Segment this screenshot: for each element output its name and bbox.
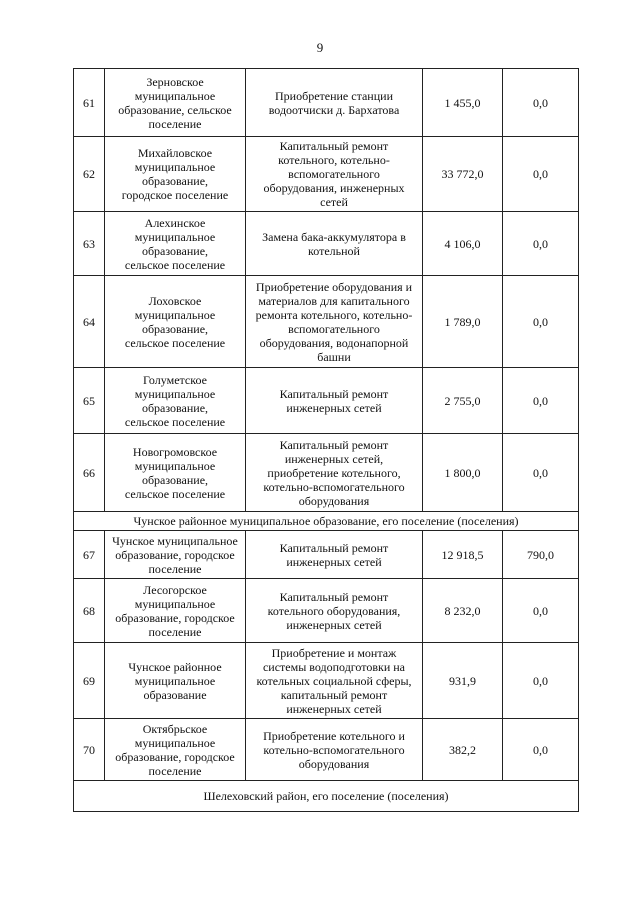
table-row <box>74 719 579 781</box>
table-row <box>74 69 579 137</box>
table-row <box>74 579 579 643</box>
work-description: Приобретение и монтаж системы водоподготовки на котельных социальной сферы, капитальный ремонт инженерных сетей <box>246 643 423 719</box>
municipality-name: Октябрьское муниципальное образование, городское поселение <box>105 719 246 781</box>
amount-second: 0,0 <box>503 434 579 512</box>
amount-second: 790,0 <box>503 531 579 579</box>
work-description: Приобретение котельного и котельно-вспомогательного оборудования <box>246 719 423 781</box>
municipality-name: Новогромовское муниципальное образование, сельское поселение <box>105 434 246 512</box>
amount-total: 12 918,5 <box>423 531 503 579</box>
amount-total: 4 106,0 <box>423 212 503 276</box>
page-number: 9 <box>316 40 324 55</box>
work-description: Приобретение станции водоотчиски д. Бархатова <box>246 69 423 137</box>
amount-second: 0,0 <box>503 579 579 643</box>
section-header-row <box>74 781 579 812</box>
funding-table <box>73 68 579 812</box>
row-number: 70 <box>74 719 105 781</box>
row-number: 66 <box>74 434 105 512</box>
table-row <box>74 434 579 512</box>
municipality-name: Чунское районное муниципальное образование <box>105 643 246 719</box>
row-number: 68 <box>74 579 105 643</box>
section-title: Шелеховский район, его поселение (поселения) <box>74 781 579 812</box>
amount-second: 0,0 <box>503 368 579 434</box>
table-row <box>74 212 579 276</box>
work-description: Капитальный ремонт инженерных сетей, приобретение котельного, котельно-вспомогательного оборудования <box>246 434 423 512</box>
amount-second: 0,0 <box>503 137 579 212</box>
work-description: Замена бака-аккумулятора в котельной <box>246 212 423 276</box>
municipality-name: Алехинское муниципальное образование, сельское поселение <box>105 212 246 276</box>
amount-second: 0,0 <box>503 719 579 781</box>
amount-total: 1 789,0 <box>423 276 503 368</box>
amount-total: 931,9 <box>423 643 503 719</box>
amount-total: 33 772,0 <box>423 137 503 212</box>
work-description: Капитальный ремонт котельного, котельно- вспомогательного оборудования, инженерных сетей <box>246 137 423 212</box>
work-description: Приобретение оборудования и материалов для капитального ремонта котельного, котельно- вспомогательного оборудования, водонапорной башни <box>246 276 423 368</box>
amount-second: 0,0 <box>503 643 579 719</box>
row-number: 63 <box>74 212 105 276</box>
municipality-name: Чунское муниципальное образование, городское поселение <box>105 531 246 579</box>
table-row <box>74 531 579 579</box>
amount-total: 1 455,0 <box>423 69 503 137</box>
amount-second: 0,0 <box>503 69 579 137</box>
table-row <box>74 368 579 434</box>
municipality-name: Михайловское муниципальное образование, городское поселение <box>105 137 246 212</box>
amount-total: 8 232,0 <box>423 579 503 643</box>
table-row <box>74 137 579 212</box>
municipality-name: Голуметское муниципальное образование, сельское поселение <box>105 368 246 434</box>
row-number: 69 <box>74 643 105 719</box>
table-body <box>74 69 579 812</box>
row-number: 62 <box>74 137 105 212</box>
municipality-name: Зерновское муниципальное образование, сельское поселение <box>105 69 246 137</box>
municipality-name: Лоховское муниципальное образование, сельское поселение <box>105 276 246 368</box>
amount-total: 2 755,0 <box>423 368 503 434</box>
municipality-name: Лесогорское муниципальное образование, городское поселение <box>105 579 246 643</box>
row-number: 64 <box>74 276 105 368</box>
row-number: 67 <box>74 531 105 579</box>
table-row <box>74 276 579 368</box>
row-number: 65 <box>74 368 105 434</box>
work-description: Капитальный ремонт инженерных сетей <box>246 368 423 434</box>
section-header-row <box>74 512 579 531</box>
amount-second: 0,0 <box>503 212 579 276</box>
row-number: 61 <box>74 69 105 137</box>
amount-total: 382,2 <box>423 719 503 781</box>
amount-second: 0,0 <box>503 276 579 368</box>
section-title: Чунское районное муниципальное образование, его поселение (поселения) <box>74 512 579 531</box>
work-description: Капитальный ремонт котельного оборудования, инженерных сетей <box>246 579 423 643</box>
work-description: Капитальный ремонт инженерных сетей <box>246 531 423 579</box>
amount-total: 1 800,0 <box>423 434 503 512</box>
table-row <box>74 643 579 719</box>
